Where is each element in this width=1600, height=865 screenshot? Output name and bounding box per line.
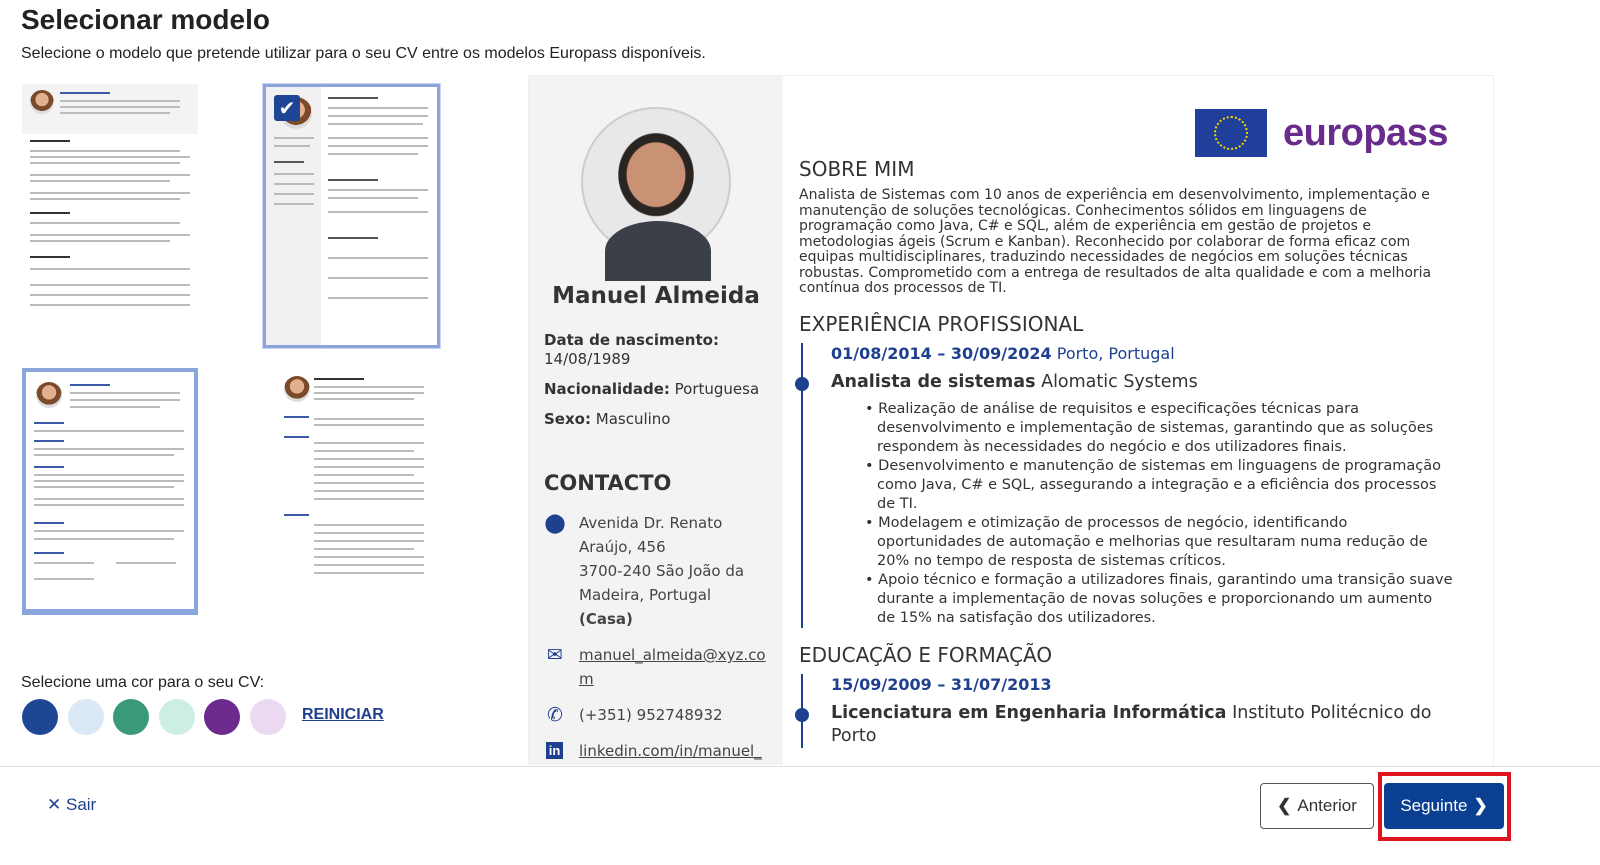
location-pin-icon: ⬤ <box>544 512 566 534</box>
color-select-label: Selecione uma cor para o seu CV: <box>21 674 265 691</box>
check-icon: ✔ <box>274 95 300 121</box>
birth-date: Data de nascimento: 14/08/1989 <box>544 331 719 368</box>
eu-flag-icon <box>1195 109 1267 157</box>
education-date: 15/09/2009 – 31/07/2013 <box>831 674 1052 694</box>
address: Avenida Dr. Renato Araújo, 456 3700-240 São João da Madeira, Portugal (Casa) <box>579 514 745 628</box>
exit-button[interactable]: ✕ Sair <box>47 795 97 814</box>
cv-name: Manuel Almeida <box>552 283 760 309</box>
europass-logo: europass <box>1195 109 1448 157</box>
experience-date: 01/08/2014 – 30/09/2024 Porto, Portugal <box>831 343 1175 363</box>
cv-preview <box>528 75 1494 765</box>
experience-item: • Desenvolvimento e manutenção de sistemas em linguagens de programação como Java, C# e SQL, assegurando a integração e a eficiência dos processos de TI. <box>863 457 1453 514</box>
about-text: Analista de Sistemas com 10 anos de experiência em desenvolvimento, implementação e manutenção de soluções tecnológicas. Conhecimentos sólidos em linguagens de programação como Java, C# e SQL, além de experiência em gestão de projetos e metodologias ágeis (Scrum e Kanban). Reconhecido por colaborar de forma eficaz com equipas multidisciplinares, traduzindo necessidades de negócios em soluções técnicas robustas. Comprometido com a entrega de resultados de alta qualidade e com a melhoria contínua dos processos de TI. <box>799 187 1432 296</box>
nationality: Nacionalidade: Portuguesa <box>544 380 760 398</box>
chevron-left-icon: ❮ <box>1277 796 1292 815</box>
color-swatch[interactable] <box>22 699 58 735</box>
experience-timeline <box>801 343 1479 628</box>
footer-bar <box>0 766 1600 865</box>
phone-icon: ✆ <box>547 704 563 726</box>
timeline-dot <box>795 708 809 722</box>
next-button[interactable]: Seguinte ❯ <box>1384 783 1504 829</box>
template-thumbnail-3[interactable] <box>22 368 198 615</box>
page-subtitle: Selecione o modelo que pretende utilizar para o seu CV entre os modelos Europass disponíveis. <box>21 45 706 62</box>
template-thumbnail-2-selected[interactable] <box>263 84 440 348</box>
experience-item: • Apoio técnico e formação a utilizadores finais, garantindo uma transição suave durante a implementação de novas soluções e proporcionando um aumento de 15% na satisfação dos utilizadores. <box>863 571 1453 628</box>
chevron-right-icon: ❯ <box>1473 796 1488 815</box>
email[interactable]: manuel_almeida@xyz.com <box>579 646 766 688</box>
education-degree: Licenciatura em Engenharia Informática Instituto Politécnico do Porto <box>831 702 1432 746</box>
color-swatch[interactable] <box>204 699 240 735</box>
experience-heading: EXPERIÊNCIA PROFISSIONAL <box>799 311 1084 336</box>
phone: (+351) 952748932 <box>579 706 723 724</box>
color-swatch[interactable] <box>113 699 149 735</box>
email-icon: ✉ <box>547 644 563 666</box>
close-icon: ✕ <box>47 795 62 814</box>
reset-color-link[interactable]: REINICIAR <box>302 706 384 723</box>
cv-sidebar <box>529 76 783 765</box>
education-heading: EDUCAÇÃO E FORMAÇÃO <box>799 642 1053 667</box>
experience-item: • Modelagem e otimização de processos de negócio, identificando oportunidades de automação e melhorias que resultaram numa redução de 20% no tempo de resposta de sistemas críticos. <box>863 514 1453 571</box>
sex: Sexo: Masculino <box>544 410 671 428</box>
color-swatch[interactable] <box>159 699 195 735</box>
template-thumbnail-4[interactable] <box>280 372 432 610</box>
timeline-dot <box>795 377 809 391</box>
contact-heading: CONTACTO <box>544 471 672 495</box>
previous-button[interactable]: ❮ Anterior <box>1260 783 1374 829</box>
experience-list <box>863 400 1453 628</box>
experience-item: • Realização de análise de requisitos e especificações técnicas para desenvolvimento e implementação de sistemas, garantindo que as soluções respondem às necessidades do negócio e dos utilizadores finais. <box>863 400 1453 457</box>
profile-photo <box>581 107 731 257</box>
experience-role: Analista de sistemas Alomatic Systems <box>831 371 1198 392</box>
education-timeline <box>801 674 1479 748</box>
linkedin-icon: in <box>546 742 563 759</box>
color-swatch[interactable] <box>250 699 286 735</box>
template-thumbnail-1[interactable] <box>22 84 198 330</box>
color-swatch[interactable] <box>68 699 104 735</box>
linkedin-link[interactable]: linkedin.com/in/manuel_ <box>579 742 762 760</box>
about-heading: SOBRE MIM <box>799 157 915 181</box>
page-title: Selecionar modelo <box>21 4 270 35</box>
